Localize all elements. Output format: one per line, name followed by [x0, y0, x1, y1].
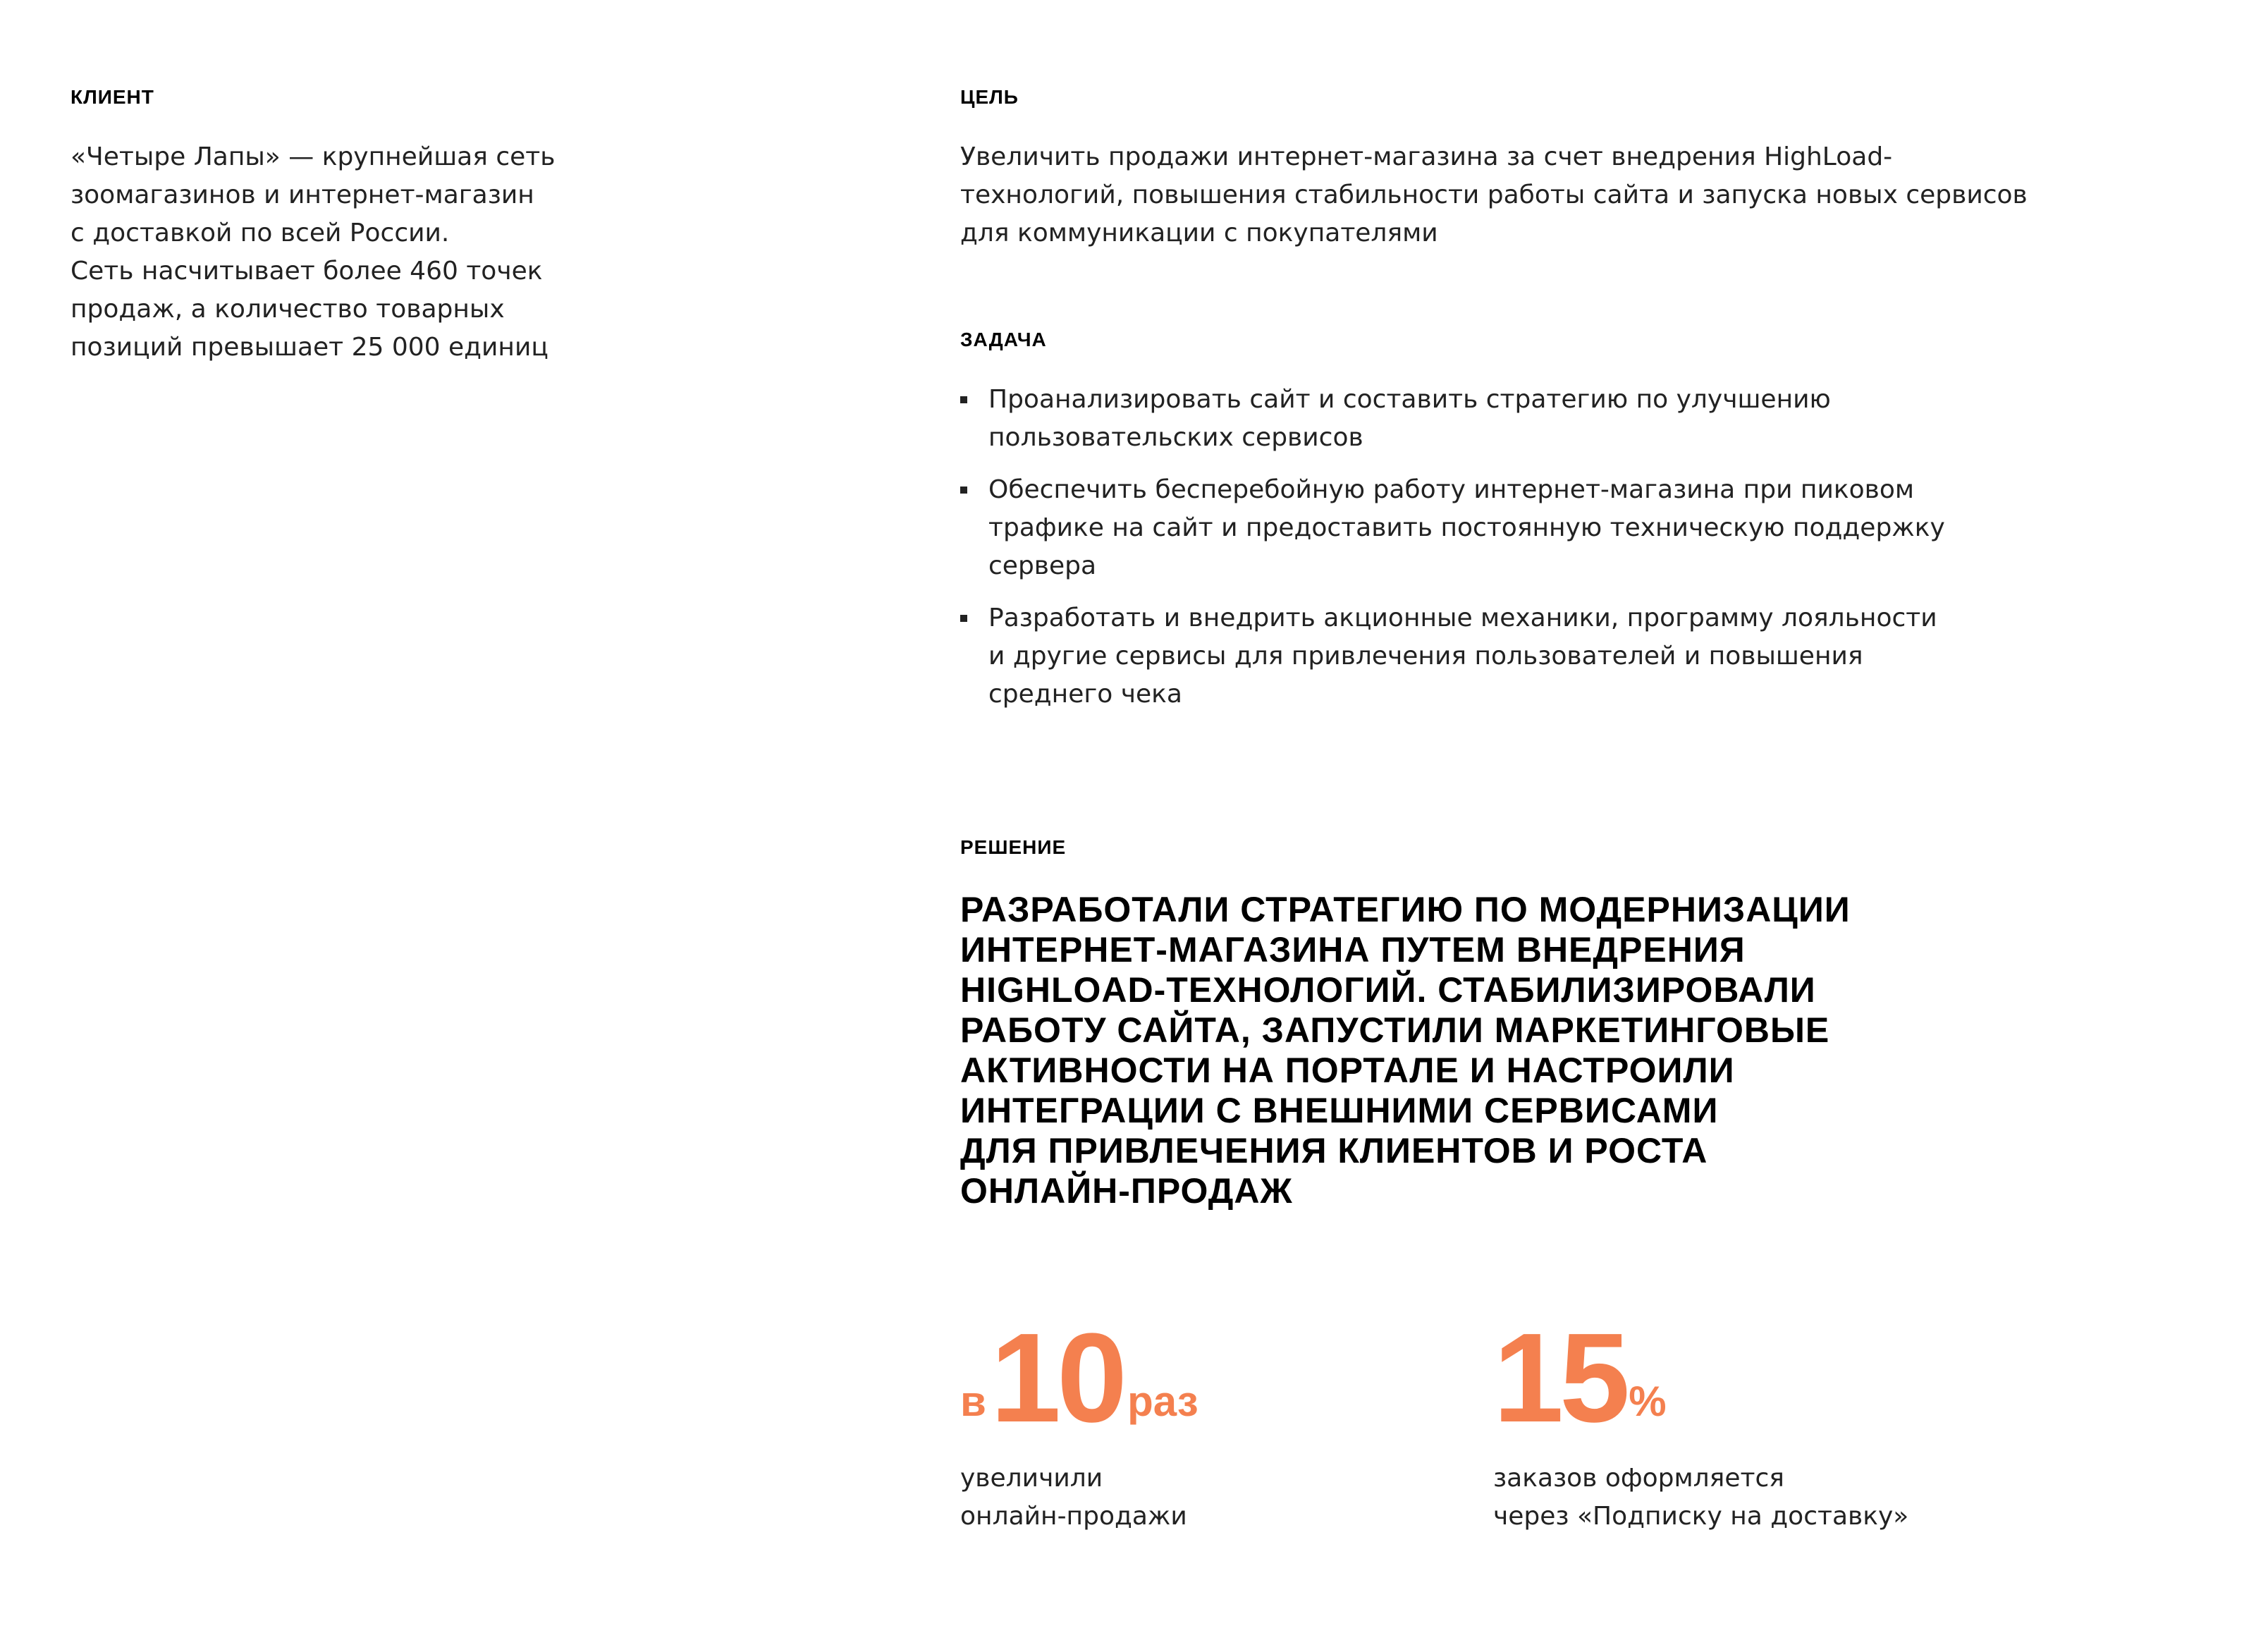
stat-caption: [1493, 1460, 1908, 1536]
task-item-line: Разработать и внедрить акционные механики, программу лояльности: [988, 604, 1937, 632]
task-item-line: Проанализировать сайт и составить стратегию по улучшению: [988, 385, 1831, 414]
task-item: [960, 599, 1947, 714]
task-item: [960, 471, 1947, 585]
task-list: [960, 381, 1947, 728]
task-item-line: среднего чека: [988, 680, 1182, 709]
client-line: «Четыре Лапы» — крупнейшая сеть: [70, 142, 556, 171]
solution-line: АКТИВНОСТИ НА ПОРТАЛЕ И НАСТРОИЛИ: [960, 1051, 1735, 1090]
stat-suffix: %: [1629, 1378, 1667, 1425]
solution-line: ИНТЕГРАЦИИ С ВНЕШНИМИ СЕРВИСАМИ: [960, 1091, 1719, 1130]
solution-line: РАЗРАБОТАЛИ СТРАТЕГИЮ ПО МОДЕРНИЗАЦИИ: [960, 890, 1851, 929]
solution-statement: [960, 890, 2102, 1211]
stat-sales-growth: [960, 1307, 1198, 1536]
client-line: Сеть насчитывает более 460 точек: [70, 257, 543, 286]
client-line: продаж, а количество товарных: [70, 295, 505, 324]
solution-label: РЕШЕНИЕ: [960, 836, 1067, 858]
stat-value: 15: [1493, 1307, 1626, 1449]
solution-line: ОНЛАЙН-ПРОДАЖ: [960, 1171, 1293, 1211]
task-item-line: пользовательских сервисов: [988, 423, 1363, 452]
stat-figure: [1493, 1307, 1908, 1449]
client-line: с доставкой по всей России.: [70, 219, 450, 247]
goal-line: технологий, повышения стабильности работы сайта и запуска новых сервисов: [960, 181, 2028, 209]
stat-caption-line: через «Подписку на доставку»: [1493, 1502, 1909, 1531]
client-description: [70, 138, 606, 367]
stat-caption-line: увеличили: [960, 1464, 1103, 1493]
stat-figure: [960, 1307, 1198, 1449]
solution-line: HIGHLOAD-ТЕХНОЛОГИЙ. СТАБИЛИЗИРОВАЛИ: [960, 970, 1816, 1010]
stat-caption-line: заказов оформляется: [1493, 1464, 1784, 1493]
task-item-line: и другие сервисы для привлечения пользователей и повышения: [988, 642, 1863, 671]
solution-line: ДЛЯ ПРИВЛЕЧЕНИЯ КЛИЕНТОВ И РОСТА: [960, 1131, 1708, 1170]
task-item-line: Обеспечить бесперебойную работу интернет-магазина при пиковом: [988, 475, 1915, 504]
stat-subscription-orders: [1493, 1307, 1909, 1536]
solution-line: ИНТЕРНЕТ-МАГАЗИНА ПУТЕМ ВНЕДРЕНИЯ: [960, 930, 1746, 969]
task-label: ЗАДАЧА: [960, 329, 1047, 350]
stat-caption-line: онлайн-продажи: [960, 1502, 1187, 1531]
stat-value: 10: [990, 1307, 1124, 1449]
client-line: зоомагазинов и интернет-магазин: [70, 181, 534, 209]
goal-description: [960, 138, 2028, 252]
task-item: [960, 381, 1947, 457]
client-label: КЛИЕНТ: [70, 86, 154, 108]
goal-line: Увеличить продажи интернет-магазина за счет внедрения HighLoad-: [960, 142, 1893, 171]
solution-line: РАБОТУ САЙТА, ЗАПУСТИЛИ МАРКЕТИНГОВЫЕ: [960, 1010, 1830, 1050]
client-line: позиций превышает 25 000 единиц: [70, 333, 548, 362]
stat-suffix: раз: [1127, 1378, 1198, 1425]
goal-label: ЦЕЛЬ: [960, 86, 1019, 108]
goal-line: для коммуникации с покупателями: [960, 219, 1438, 247]
task-item-line: трафике на сайт и предоставить постоянную техническую поддержку: [988, 513, 1945, 542]
task-item-line: сервера: [988, 551, 1097, 580]
stat-prefix: в: [960, 1378, 986, 1425]
square-bullet-icon: [960, 487, 967, 494]
square-bullet-icon: [960, 615, 967, 622]
stat-caption: [960, 1460, 1198, 1536]
square-bullet-icon: [960, 396, 967, 403]
